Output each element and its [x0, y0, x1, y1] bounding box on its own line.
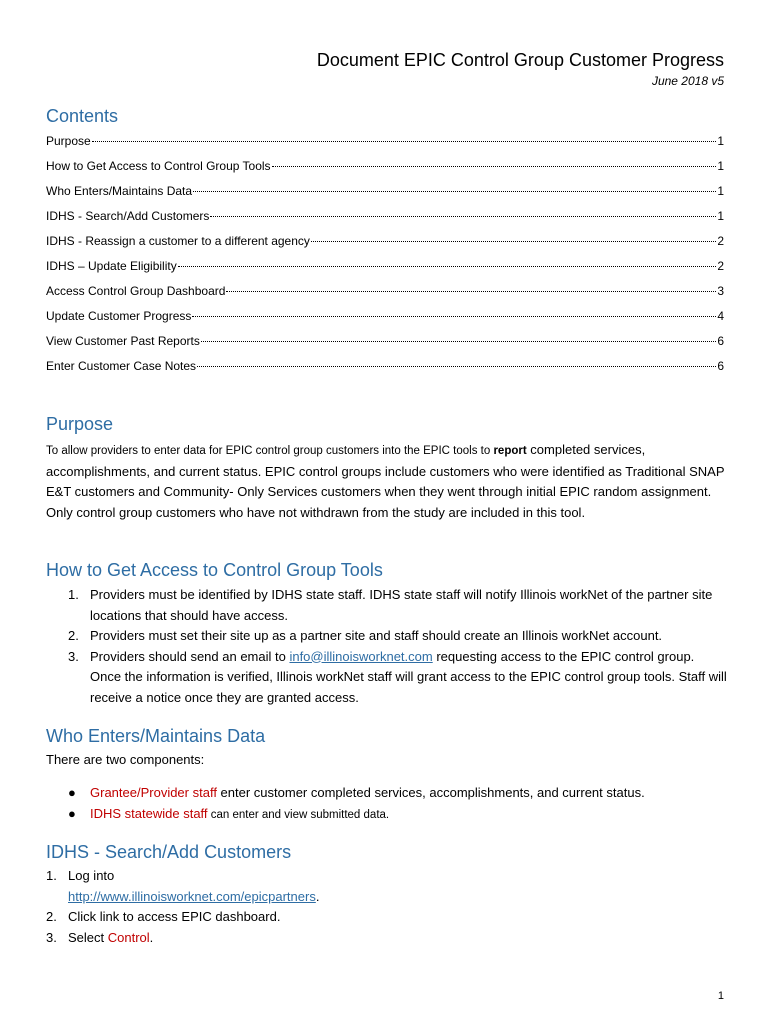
search-heading: IDHS - Search/Add Customers — [46, 842, 292, 862]
access-steps — [68, 585, 728, 708]
list-item: 2. Providers must set their site up as a partner site and staff should create an Illinois workNet account. — [68, 628, 663, 643]
toc-item-past-reports[interactable]: View Customer Past Reports 6 — [46, 334, 724, 348]
toc-item-eligibility[interactable]: IDHS – Update Eligibility 2 — [46, 259, 724, 273]
list-item: 3. Providers should send an email to info@illinoisworknet.com requesting access to the EPIC control group. Once the information is verified, Illinois workNet staff will grant access to the EPIC control group tools. Staff will receive a notice once they are granted access. — [68, 648, 727, 705]
toc-item-case-notes[interactable]: Enter Customer Case Notes 6 — [46, 359, 724, 373]
who-bullets — [68, 782, 645, 824]
who-heading: Who Enters/Maintains Data — [46, 726, 266, 746]
page-number: 1 — [717, 990, 724, 1002]
toc-item-progress[interactable]: Update Customer Progress 4 — [46, 309, 724, 323]
list-item: 1. Log into http://www.illinoisworknet.com/epicpartners. — [46, 868, 320, 904]
who-intro: There are two components: — [46, 752, 205, 767]
contents-heading: Contents — [46, 106, 119, 126]
toc-item-purpose[interactable]: Purpose 1 — [46, 134, 724, 148]
email-link[interactable]: info@illinoisworknet.com — [289, 648, 433, 664]
search-steps — [46, 866, 726, 948]
list-item: 1. Providers must be identified by IDHS state staff. IDHS state staff will notify Illinois workNet of the partner site locations that should have access. — [68, 587, 713, 623]
document-title: Document EPIC Control Group Customer Progress — [316, 50, 724, 70]
purpose-paragraph: To allow providers to enter data for EPIC control group customers into the EPIC tools to report completed services, accomplishments, and current status. EPIC control groups include customers who were identified as Traditional SNAP E&T customers and Community- Only Services customers when they went through initial EPIC random assignment. Only control group customers who have not withdrawn from the study are included in this tool. — [46, 442, 725, 520]
table-of-contents — [46, 134, 724, 384]
toc-item-search[interactable]: IDHS - Search/Add Customers 1 — [46, 209, 724, 223]
purpose-heading: Purpose — [46, 414, 114, 434]
toc-item-reassign[interactable]: IDHS - Reassign a customer to a different agency 2 — [46, 234, 724, 248]
toc-item-dashboard[interactable]: Access Control Group Dashboard 3 — [46, 284, 724, 298]
toc-item-access[interactable]: How to Get Access to Control Group Tools 1 — [46, 159, 724, 173]
epic-partners-link[interactable]: http://www.illinoisworknet.com/epicpartners — [68, 888, 316, 904]
list-item: ● Grantee/Provider staff enter customer completed services, accomplishments, and current status. — [68, 785, 645, 800]
access-heading: How to Get Access to Control Group Tools — [46, 560, 383, 580]
list-item: ● IDHS statewide staff can enter and view submitted data. — [68, 806, 390, 821]
toc-item-who[interactable]: Who Enters/Maintains Data 1 — [46, 184, 724, 198]
list-item: 2. Click link to access EPIC dashboard. — [46, 909, 281, 924]
document-version: June 2018 v5 — [651, 74, 724, 88]
list-item: 3. Select Control. — [46, 929, 154, 945]
